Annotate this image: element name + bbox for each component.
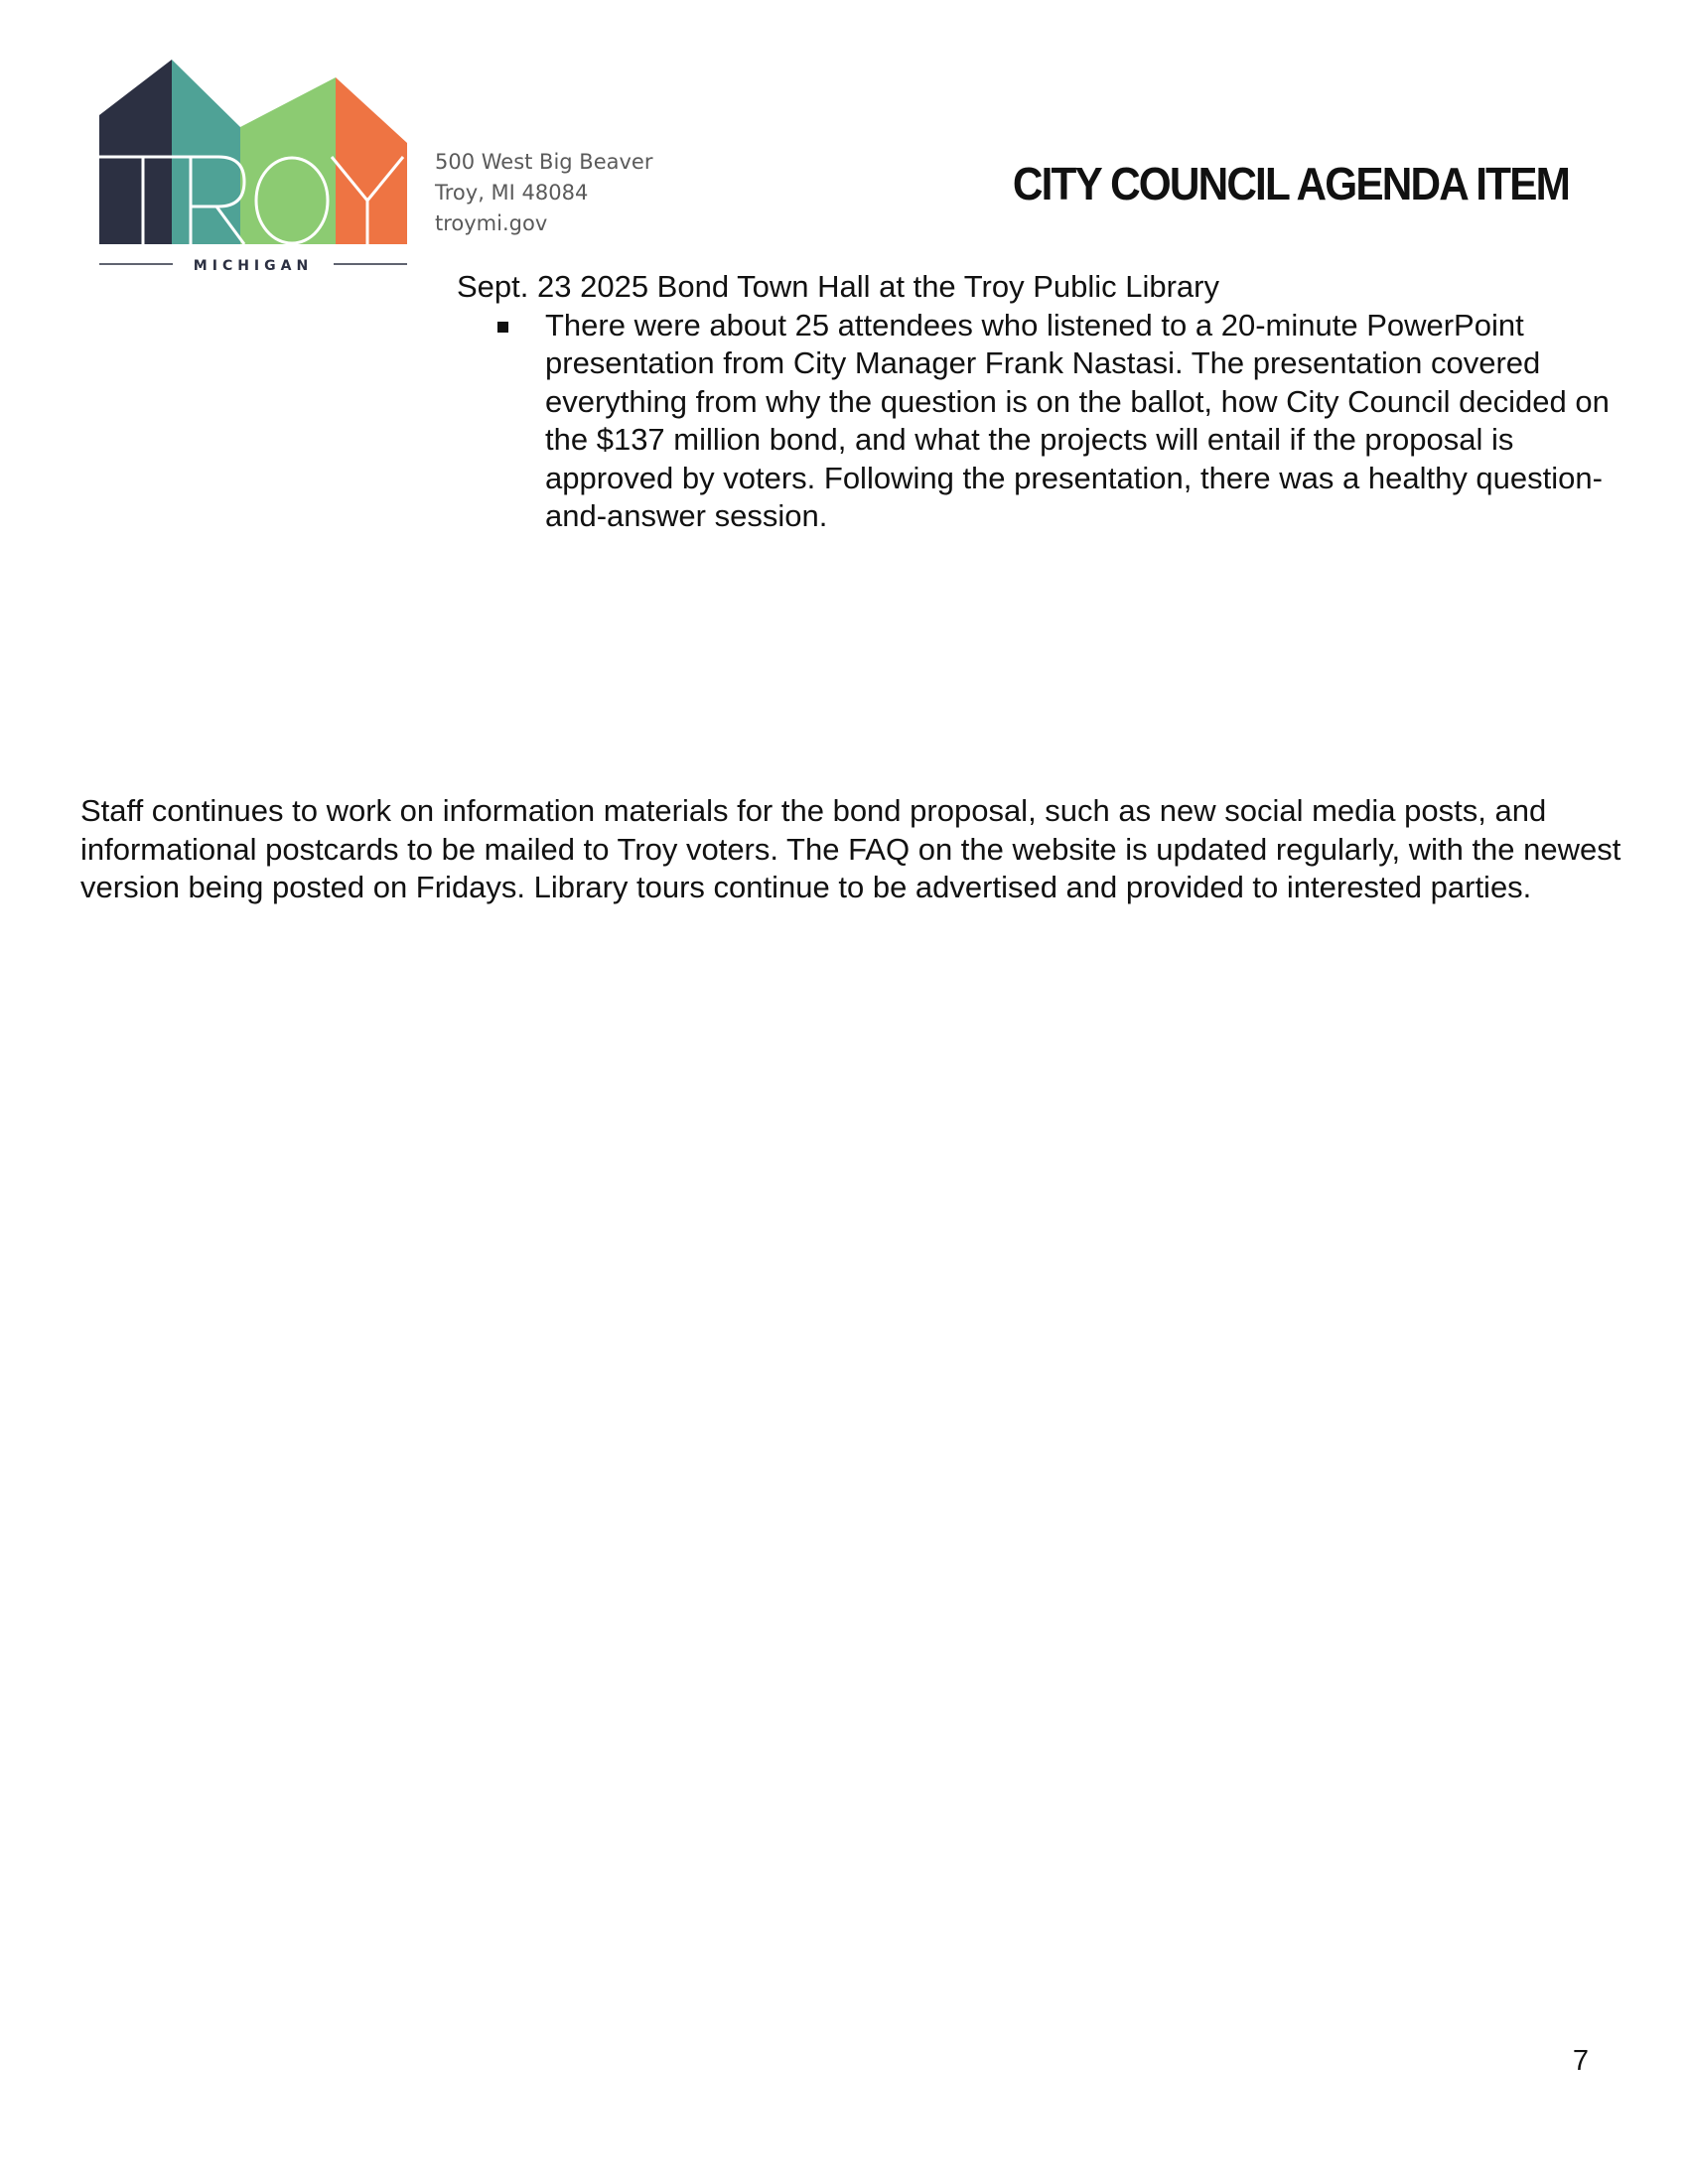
page-number: 7 (1572, 2045, 1589, 2077)
logo-house-orange (336, 77, 407, 244)
square-bullet-icon (497, 322, 508, 333)
logo-house-teal (172, 60, 240, 244)
address-city: Troy, MI 48084 (435, 181, 589, 205)
troy-michigan-logo (95, 56, 411, 274)
event-bullet-text: There were about 25 attendees who listened to a 20-minute PowerPoint presentation from City Manager Frank Nastasi. The presentation covered everything from why the question is on the ballot, how City Council decided on the $137 million bond, and what the projects will entail if the proposal is approved by voters. Following the presentation, there was a healthy question-and-answer session. (545, 307, 1610, 533)
logo-house-navy (99, 60, 172, 244)
event-heading: Sept. 23 2025 Bond Town Hall at the Troy Public Library (457, 269, 1219, 304)
event-bullet-list (457, 307, 1628, 536)
document-title: CITY COUNCIL AGENDA ITEM (1012, 158, 1569, 209)
city-address (435, 147, 653, 239)
staff-update-paragraph: Staff continues to work on information materials for the bond proposal, such as new social media posts, and informational postcards to be mailed to Troy voters. The FAQ on the website is updated regularly, with the newest version being posted on Fridays. Library tours continue to be advertised and provided to interested parties. (80, 793, 1621, 904)
town-hall-event (457, 268, 1628, 536)
troy-logo-graphic (95, 56, 411, 274)
address-street: 500 West Big Beaver (435, 150, 653, 174)
logo-house-green (240, 77, 336, 244)
logo-subtitle: MICHIGAN (193, 258, 314, 274)
address-website: troymi.gov (435, 211, 548, 235)
event-bullet-item (457, 307, 1628, 536)
